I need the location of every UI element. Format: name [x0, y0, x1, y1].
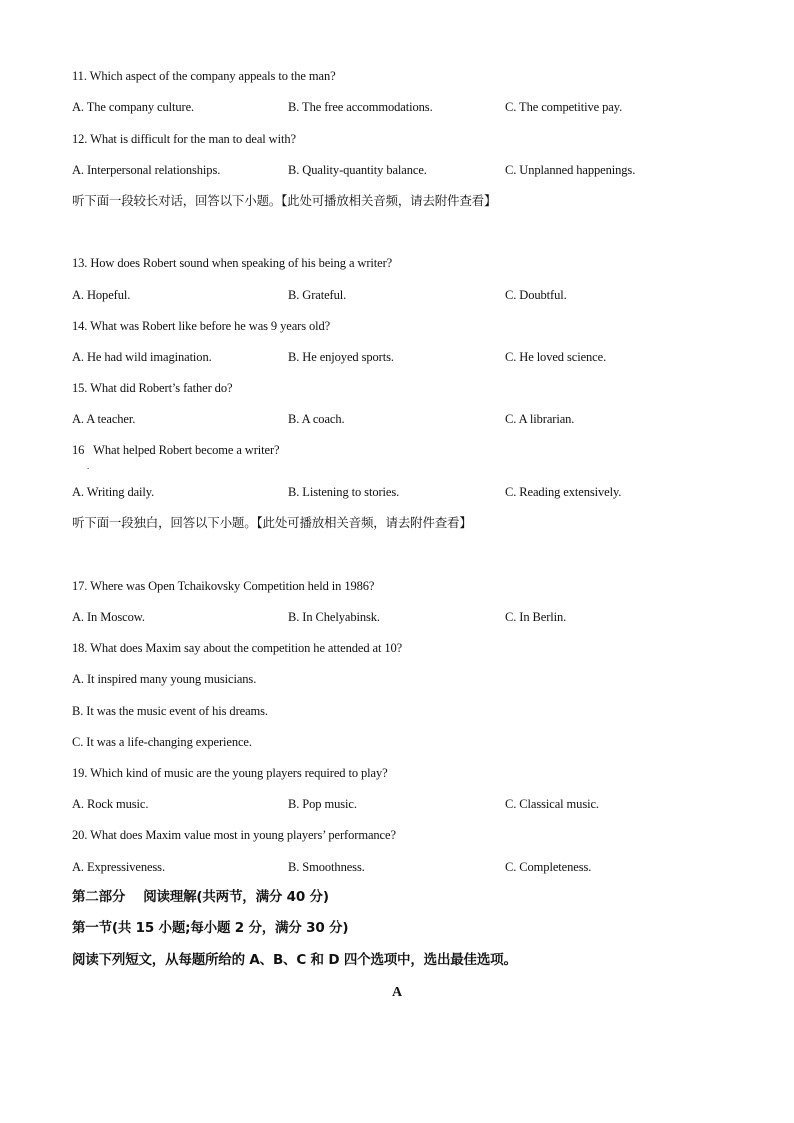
question-18-option-a: A. It inspired many young musicians.	[72, 672, 257, 686]
option-b: B. The free accommodations.	[288, 100, 433, 114]
option-a: A. He had wild imagination.	[72, 350, 212, 364]
option-c: C. In Berlin.	[505, 610, 567, 624]
part2-heading: 第二部分 阅读理解(共两节，满分 40 分)	[72, 889, 329, 905]
reading-instruction: 阅读下列短文，从每题所给的 A、B、C 和 D 四个选项中，选出最佳选项。	[72, 952, 517, 968]
option-c: C. A librarian.	[505, 412, 575, 426]
option-b: B. Quality-quantity balance.	[288, 163, 427, 177]
question-15: 15. What did Robert’s father do?	[72, 381, 233, 395]
option-a: A. Expressiveness.	[72, 860, 165, 874]
passage-label: A	[391, 985, 403, 1000]
option-a: A. Writing daily.	[72, 485, 155, 499]
option-a: A. In Moscow.	[72, 610, 145, 624]
question-13: 13. How does Robert sound when speaking of his being a writer?	[72, 256, 393, 270]
option-c: C. The competitive pay.	[505, 100, 623, 114]
section1-heading: 第一节(共 15 小题;每小题 2 分，满分 30 分)	[72, 920, 349, 936]
option-b: B. He enjoyed sports.	[288, 350, 394, 364]
question-11: 11. Which aspect of the company appeals to the man?	[72, 69, 336, 83]
question-12: 12. What is difficult for the man to deal with?	[72, 132, 296, 146]
option-b: B. In Chelyabinsk.	[288, 610, 380, 624]
option-b: B. A coach.	[288, 412, 345, 426]
question-17: 17. Where was Open Tchaikovsky Competition held in 1986?	[72, 579, 375, 593]
listening-instruction-monologue: 听下面一段独白，回答以下小题。【此处可播放相关音频，请去附件查看】	[72, 515, 472, 530]
option-a: A. Hopeful.	[72, 288, 131, 302]
question-14: 14. What was Robert like before he was 9 years old?	[72, 319, 331, 333]
option-c: C. Reading extensively.	[505, 485, 622, 499]
question-20: 20. What does Maxim value most in young players’ performance?	[72, 828, 396, 842]
option-a: A. The company culture.	[72, 100, 195, 114]
question-16: 16 What helped Robert become a writer?	[72, 443, 280, 457]
option-c: C. Classical music.	[505, 797, 599, 811]
option-a: A. A teacher.	[72, 412, 136, 426]
option-b: B. Listening to stories.	[288, 485, 400, 499]
option-a: A. Rock music.	[72, 797, 149, 811]
option-c: C. Unplanned happenings.	[505, 163, 636, 177]
option-c: C. Completeness.	[505, 860, 592, 874]
question-18-option-c: C. It was a life-changing experience.	[72, 735, 252, 749]
question-16-dot: .	[87, 461, 90, 471]
option-c: C. He loved science.	[505, 350, 607, 364]
option-b: B. Grateful.	[288, 288, 347, 302]
option-b: B. Pop music.	[288, 797, 357, 811]
question-19: 19. Which kind of music are the young players required to play?	[72, 766, 388, 780]
option-a: A. Interpersonal relationships.	[72, 163, 221, 177]
option-c: C. Doubtful.	[505, 288, 567, 302]
listening-instruction-dialogue: 听下面一段较长对话，回答以下小题。【此处可播放相关音频，请去附件查看】	[72, 193, 497, 208]
option-b: B. Smoothness.	[288, 860, 365, 874]
question-18-option-b: B. It was the music event of his dreams.	[72, 704, 268, 718]
question-18: 18. What does Maxim say about the competition he attended at 10?	[72, 641, 403, 655]
